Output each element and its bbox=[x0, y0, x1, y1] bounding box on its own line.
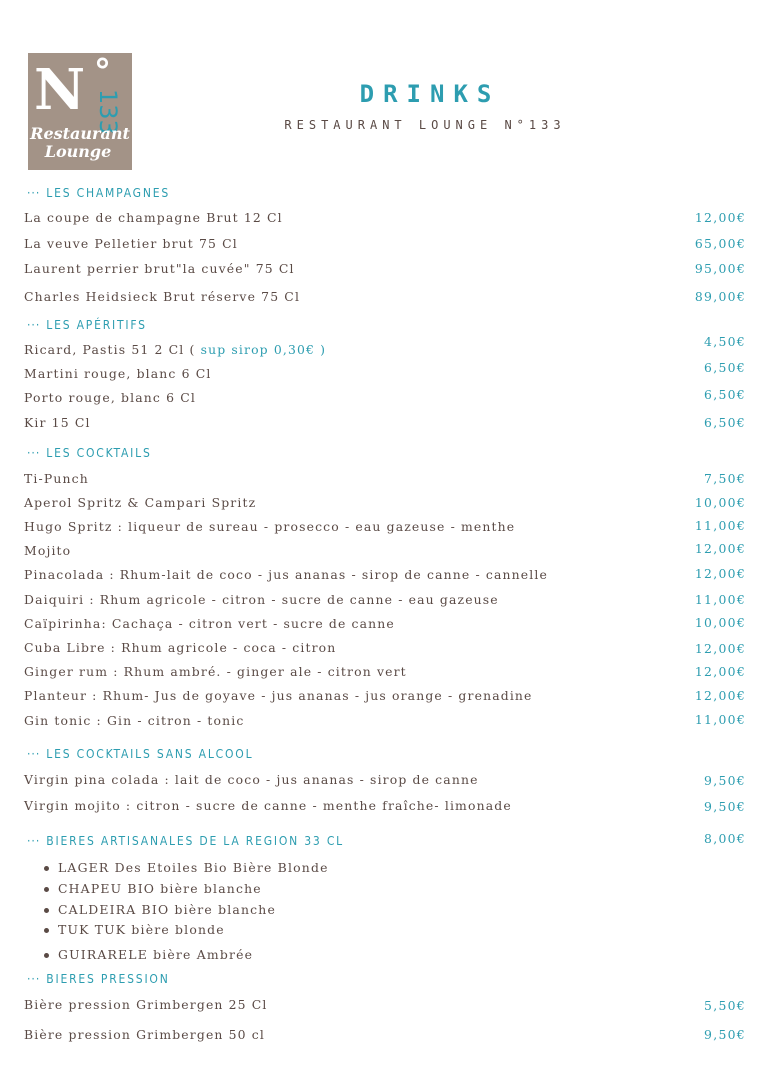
menu-item-price: 6,50€ bbox=[704, 360, 746, 375]
menu-item-name: Virgin pina colada : lait de coco - jus ananas - sirop de canne bbox=[24, 772, 479, 787]
menu-item-price: 9,50€ bbox=[704, 1027, 746, 1042]
menu-item-name: Ti-Punch bbox=[24, 471, 89, 486]
menu-item-price: 9,50€ bbox=[704, 799, 746, 814]
list-item: LAGER Des Etoiles Bio Bière Blonde bbox=[44, 858, 329, 879]
menu-item-price: 89,00€ bbox=[694, 289, 746, 304]
craft-beer-list bbox=[44, 858, 329, 966]
menu-item-name: Porto rouge, blanc 6 Cl bbox=[24, 390, 196, 405]
section-dots: ··· bbox=[27, 834, 41, 848]
menu-item-name: Daiquiri : Rhum agricole - citron - sucre de canne - eau gazeuse bbox=[24, 592, 499, 607]
restaurant-logo bbox=[28, 53, 132, 170]
menu-item-name: Planteur : Rhum- Jus de goyave - jus ananas - jus orange - grenadine bbox=[24, 688, 533, 703]
list-item: GUIRARELE bière Ambrée bbox=[44, 945, 329, 966]
logo-word-restaurant: Restaurant bbox=[30, 124, 130, 143]
menu-item-name bbox=[24, 342, 326, 357]
menu-item-price: 7,50€ bbox=[704, 471, 746, 486]
menu-item-name: Pinacolada : Rhum-lait de coco - jus ananas - sirop de canne - cannelle bbox=[24, 567, 548, 582]
craft-beers-price: 8,00€ bbox=[704, 831, 746, 846]
menu-item-name: Martini rouge, blanc 6 Cl bbox=[24, 366, 212, 381]
section-label: LES COCKTAILS SANS ALCOOL bbox=[46, 747, 254, 761]
section-dots: ··· bbox=[27, 318, 41, 332]
menu-item-name: Hugo Spritz : liqueur de sureau - prosecco - eau gazeuse - menthe bbox=[24, 519, 516, 534]
menu-item-price: 4,50€ bbox=[704, 334, 746, 349]
menu-item-name: La coupe de champagne Brut 12 Cl bbox=[24, 210, 283, 225]
section-title-aperitifs bbox=[27, 318, 147, 332]
menu-item-name-text: Ricard, Pastis 51 2 Cl ( bbox=[24, 342, 196, 357]
section-dots: ··· bbox=[27, 446, 41, 460]
menu-item-price: 95,00€ bbox=[694, 261, 746, 276]
section-title-mocktails bbox=[27, 747, 253, 761]
menu-item-price: 12,00€ bbox=[694, 688, 746, 703]
section-label: BIERES ARTISANALES DE LA REGION 33 CL bbox=[46, 834, 344, 848]
logo-word-lounge: Lounge bbox=[44, 142, 112, 161]
section-label: LES APÉRITIFS bbox=[46, 318, 147, 332]
menu-item-price: 12,00€ bbox=[694, 664, 746, 679]
menu-item-name: Cuba Libre : Rhum agricole - coca - citron bbox=[24, 640, 337, 655]
section-title-draft-beers bbox=[27, 972, 170, 986]
menu-item-name: Kir 15 Cl bbox=[24, 415, 91, 430]
page-subtitle: RESTAURANT LOUNGE N°133 bbox=[284, 118, 566, 132]
section-label: BIERES PRESSION bbox=[46, 972, 170, 986]
menu-item-price: 6,50€ bbox=[704, 387, 746, 402]
menu-item-name: Laurent perrier brut"la cuvée" 75 Cl bbox=[24, 261, 295, 276]
section-label: LES CHAMPAGNES bbox=[46, 186, 171, 200]
menu-item-price: 12,00€ bbox=[694, 541, 746, 556]
logo-letter: N bbox=[34, 57, 86, 123]
section-label: LES COCKTAILS bbox=[46, 446, 152, 460]
section-dots: ··· bbox=[27, 186, 41, 200]
section-dots: ··· bbox=[27, 747, 41, 761]
logo-number: 133 bbox=[94, 89, 122, 135]
menu-item-price: 5,50€ bbox=[704, 998, 746, 1013]
menu-item-price: 65,00€ bbox=[694, 236, 746, 251]
list-item: CHAPEU BIO bière blanche bbox=[44, 879, 329, 900]
menu-item-price: 12,00€ bbox=[694, 566, 746, 581]
section-title-craft-beers bbox=[27, 834, 344, 848]
menu-item-name: Aperol Spritz & Campari Spritz bbox=[24, 495, 257, 510]
menu-item-price: 10,00€ bbox=[694, 495, 746, 510]
menu-item-name: Gin tonic : Gin - citron - tonic bbox=[24, 713, 245, 728]
menu-item-price: 12,00€ bbox=[694, 641, 746, 656]
page-title: DRINKS bbox=[359, 80, 501, 108]
section-dots: ··· bbox=[27, 972, 41, 986]
menu-item-name: La veuve Pelletier brut 75 Cl bbox=[24, 236, 238, 251]
list-item: CALDEIRA BIO bière blanche bbox=[44, 900, 329, 921]
menu-item-name: Charles Heidsieck Brut réserve 75 Cl bbox=[24, 289, 301, 304]
menu-item-price: 11,00€ bbox=[694, 592, 746, 607]
menu-item-name: Ginger rum : Rhum ambré. - ginger ale - citron vert bbox=[24, 664, 407, 679]
list-item: TUK TUK bière blonde bbox=[44, 920, 329, 941]
section-title-cocktails bbox=[27, 446, 152, 460]
menu-item-name: Caïpirinha: Cachaça - citron vert - sucre de canne bbox=[24, 616, 395, 631]
menu-item-price: 9,50€ bbox=[704, 773, 746, 788]
menu-item-price: 11,00€ bbox=[694, 712, 746, 727]
logo-degree: ° bbox=[94, 53, 111, 92]
section-title-champagnes bbox=[27, 186, 170, 200]
menu-item-price: 12,00€ bbox=[694, 210, 746, 225]
menu-item-price: 11,00€ bbox=[694, 518, 746, 533]
menu-item-note: sup sirop 0,30€ ) bbox=[200, 342, 327, 357]
menu-item-name: Bière pression Grimbergen 50 cl bbox=[24, 1027, 266, 1042]
menu-item-name: Bière pression Grimbergen 25 Cl bbox=[24, 997, 268, 1012]
menu-item-name: Virgin mojito : citron - sucre de canne - menthe fraîche- limonade bbox=[24, 798, 512, 813]
menu-item-price: 6,50€ bbox=[704, 415, 746, 430]
menu-item-price: 10,00€ bbox=[694, 615, 746, 630]
menu-item-name: Mojito bbox=[24, 543, 72, 558]
